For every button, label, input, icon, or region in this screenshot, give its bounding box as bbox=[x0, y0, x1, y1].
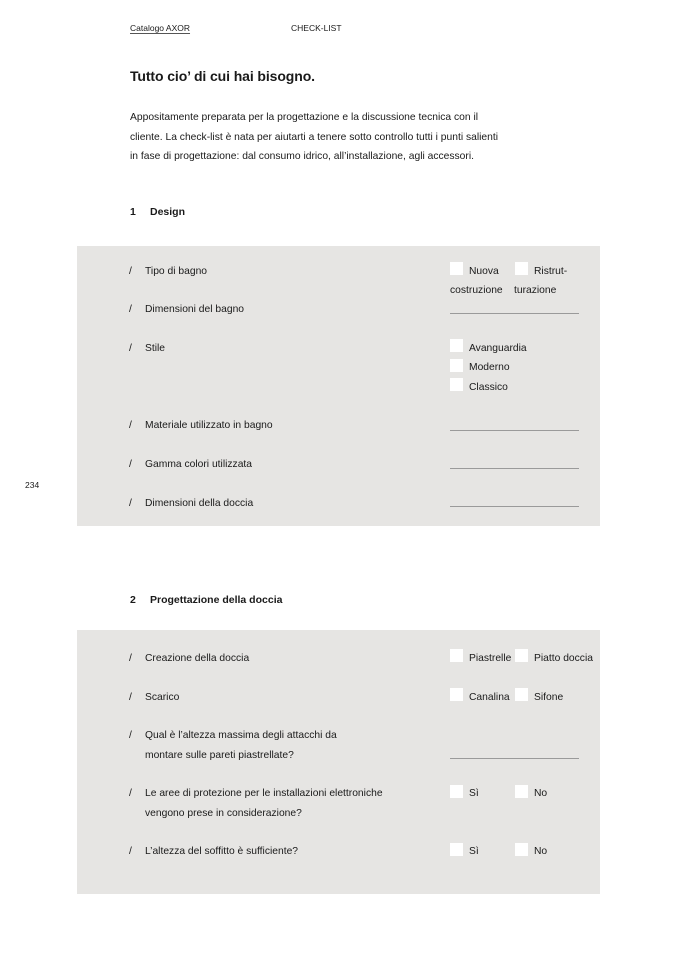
checkbox-si-aree-protezione[interactable] bbox=[450, 785, 463, 798]
checkbox-no-aree-protezione[interactable] bbox=[515, 785, 528, 798]
shower-checklist-panel bbox=[77, 630, 600, 894]
page-number: 234 bbox=[25, 480, 40, 490]
fill-in-line-altezza-attacchi[interactable] bbox=[450, 758, 579, 759]
option-label: Sì bbox=[469, 846, 479, 857]
item-label: Tipo di bagno bbox=[145, 266, 208, 277]
option-label: Avanguardia bbox=[469, 343, 527, 354]
option-label: Sifone bbox=[534, 692, 564, 703]
section-heading-design bbox=[130, 206, 185, 218]
checkbox-moderno[interactable] bbox=[450, 359, 463, 372]
page-title: Tutto cio’ di cui hai bisogno. bbox=[130, 68, 315, 84]
option-label: Piastrelle bbox=[469, 653, 512, 664]
option-label: Canalina bbox=[469, 692, 510, 703]
item-label-line: Qual è l’altezza massima degli attacchi da bbox=[145, 730, 337, 741]
slash-marker: / bbox=[129, 846, 132, 857]
item-label: Dimensioni del bagno bbox=[145, 304, 245, 315]
item-label: Dimensioni della doccia bbox=[145, 498, 254, 509]
intro-paragraph bbox=[130, 108, 550, 167]
intro-line: Appositamente preparata per la progettazione e la discussione tecnica con il bbox=[130, 112, 479, 123]
checkbox-ristrutturazione[interactable] bbox=[515, 262, 528, 275]
checkbox-sifone[interactable] bbox=[515, 688, 528, 701]
slash-marker: / bbox=[129, 692, 132, 703]
section-number: 1 bbox=[130, 206, 136, 218]
option-label: No bbox=[534, 788, 548, 799]
option-label: No bbox=[534, 846, 548, 857]
item-label-line: vengono prese in considerazione? bbox=[145, 807, 302, 819]
option-label: Moderno bbox=[469, 362, 510, 373]
fill-in-line-materiale[interactable] bbox=[450, 430, 579, 431]
checkbox-canalina[interactable] bbox=[450, 688, 463, 701]
slash-marker: / bbox=[129, 304, 132, 315]
option-label: Classico bbox=[469, 382, 508, 393]
slash-marker: / bbox=[129, 653, 132, 664]
section-title: Progettazione della doccia bbox=[150, 594, 283, 606]
checkbox-nuova-costruzione[interactable] bbox=[450, 262, 463, 275]
intro-line: cliente. La check-list è nata per aiutarti a tenere sotto controllo tutti i punti salienti bbox=[130, 131, 499, 143]
slash-marker: / bbox=[129, 343, 132, 354]
design-checklist-panel bbox=[77, 246, 600, 526]
option-label: costruzione bbox=[450, 285, 503, 296]
section-title: Design bbox=[150, 206, 186, 218]
checkbox-si-altezza-soffitto[interactable] bbox=[450, 843, 463, 856]
fill-in-line-gamma-colori[interactable] bbox=[450, 468, 579, 469]
checkbox-no-altezza-soffitto[interactable] bbox=[515, 843, 528, 856]
checkbox-piastrelle[interactable] bbox=[450, 649, 463, 662]
item-label: Stile bbox=[145, 343, 166, 354]
option-label: turazione bbox=[514, 285, 557, 296]
catalog-link[interactable]: Catalogo AXOR bbox=[130, 23, 191, 33]
item-label: Scarico bbox=[145, 692, 180, 703]
item-label-line: montare sulle pareti piastrellate? bbox=[145, 749, 294, 761]
checkbox-avanguardia[interactable] bbox=[450, 339, 463, 352]
fill-in-line-dimensioni-bagno[interactable] bbox=[450, 313, 579, 314]
item-label: Gamma colori utilizzata bbox=[145, 459, 253, 470]
slash-marker: / bbox=[129, 788, 132, 799]
option-label: Nuova bbox=[469, 266, 499, 277]
intro-line: in fase di progettazione: dal consumo idrico, all’installazione, agli accessori. bbox=[130, 151, 474, 162]
slash-marker: / bbox=[129, 420, 132, 431]
item-label: L’altezza del soffitto è sufficiente? bbox=[145, 846, 299, 857]
section-number: 2 bbox=[130, 594, 136, 606]
option-label: Ristrut- bbox=[534, 266, 568, 277]
item-label: Materiale utilizzato in bagno bbox=[145, 420, 273, 431]
slash-marker: / bbox=[129, 459, 132, 470]
section-header-label: CHECK-LIST bbox=[291, 23, 342, 33]
option-label: Sì bbox=[469, 788, 479, 799]
section-heading-progettazione-doccia bbox=[130, 594, 282, 606]
slash-marker: / bbox=[129, 266, 132, 277]
slash-marker: / bbox=[129, 498, 132, 509]
item-label bbox=[145, 784, 383, 823]
item-label-line: Le aree di protezione per le installazioni elettroniche bbox=[145, 788, 383, 799]
option-label: Piatto doccia bbox=[534, 653, 593, 664]
checkbox-piatto-doccia[interactable] bbox=[515, 649, 528, 662]
slash-marker: / bbox=[129, 730, 132, 741]
checkbox-classico[interactable] bbox=[450, 378, 463, 391]
item-label: Creazione della doccia bbox=[145, 653, 250, 664]
fill-in-line-dimensioni-doccia[interactable] bbox=[450, 506, 579, 507]
item-label bbox=[145, 726, 337, 765]
